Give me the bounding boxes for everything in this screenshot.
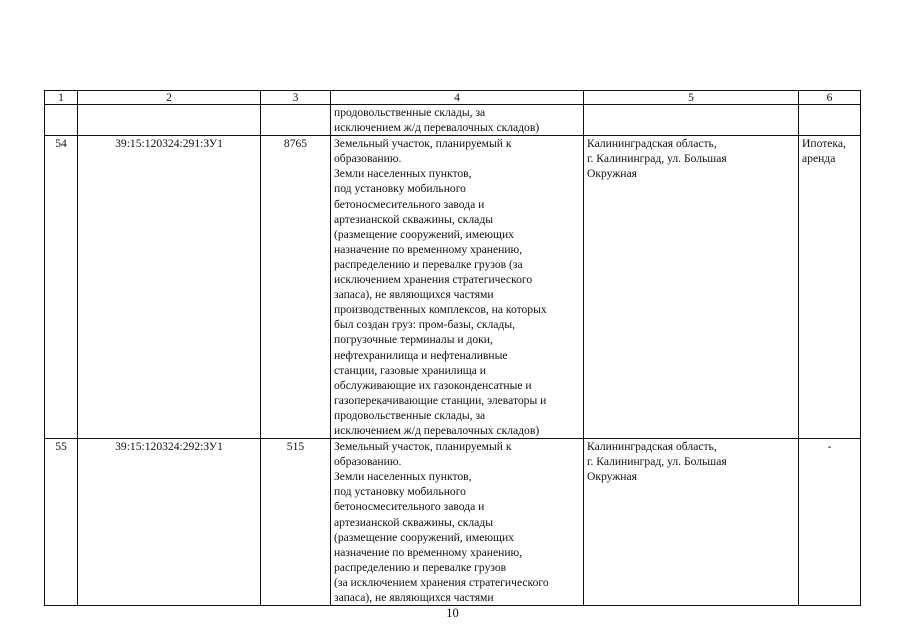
header-col-1: 1 xyxy=(45,91,78,105)
description-line: образованию. xyxy=(334,455,402,469)
description-line: образованию. xyxy=(334,152,402,166)
description-cell xyxy=(331,439,584,606)
cadastral-number-cell: 39:15:120324:292:ЗУ1 xyxy=(78,439,261,606)
header-col-3: 3 xyxy=(261,91,331,105)
description-line: артезианской скважины, склады xyxy=(334,515,494,529)
description-line: был создан груз: пром-базы, склады, xyxy=(334,318,516,332)
description-line: продовольственные склады, за xyxy=(334,408,486,422)
description-line: станции, газовые хранилища и xyxy=(334,363,486,377)
encumbrance-cell: - xyxy=(799,439,861,606)
continuation-encumbrance-cell xyxy=(799,105,861,136)
description-line: обслуживающие их газоконденсатные и xyxy=(334,378,532,392)
description-line: назначение по временному хранению, xyxy=(334,242,523,256)
description-line: назначение по временному хранению, xyxy=(334,545,523,559)
continuation-row xyxy=(45,105,861,136)
description-line: Земельный участок, планируемый к xyxy=(334,440,512,454)
description-line: исключением ж/д перевалочных складов) xyxy=(334,423,540,437)
description-line: нефтехранилища и нефтеналивные xyxy=(334,348,508,362)
address-line: г. Калининград, ул. Большая xyxy=(587,152,727,166)
continuation-description-cell xyxy=(331,105,584,136)
area-cell: 8765 xyxy=(261,136,331,439)
encumbrance-cell: Ипотека, аренда xyxy=(799,136,861,439)
cadastral-number-cell: 39:15:120324:291:ЗУ1 xyxy=(78,136,261,439)
continuation-address-cell xyxy=(584,105,799,136)
continuation-number-cell xyxy=(45,105,78,136)
description-line: производственных комплексов, на которых xyxy=(334,303,547,317)
row-number-cell: 55 xyxy=(45,439,78,606)
table-row xyxy=(45,439,861,606)
description-line: под установку мобильного xyxy=(334,182,466,196)
address-line: Калининградская область, xyxy=(587,440,717,454)
address-line: г. Калининград, ул. Большая xyxy=(587,455,727,469)
continuation-area-cell xyxy=(261,105,331,136)
page-number: 10 xyxy=(446,606,459,620)
description-line: запаса), не являющихся частями xyxy=(334,591,494,604)
address-cell xyxy=(584,439,799,606)
description-line: (размещение сооружений, имеющих xyxy=(334,530,514,544)
description-line: артезианской скважины, склады xyxy=(334,212,494,226)
description-line: Земли населенных пунктов, xyxy=(334,470,472,484)
continuation-cadastral-cell xyxy=(78,105,261,136)
description-line: запаса), не являющихся частями xyxy=(334,288,494,302)
header-col-2: 2 xyxy=(78,91,261,105)
address-line: Калининградская область, xyxy=(587,137,717,151)
description-line: бетоносмесительного завода и xyxy=(334,197,485,211)
description-cell xyxy=(331,136,584,439)
table-row xyxy=(45,136,861,439)
address-line: Окружная xyxy=(587,470,637,484)
header-col-4: 4 xyxy=(331,91,584,105)
address-cell xyxy=(584,136,799,439)
description-line: Земли населенных пунктов, xyxy=(334,167,472,181)
description-line: (за исключением хранения стратегического xyxy=(334,575,549,589)
area-cell: 515 xyxy=(261,439,331,606)
description-line: продовольственные склады, за xyxy=(334,106,486,119)
description-line: исключением хранения стратегического xyxy=(334,273,533,287)
description-line: погрузочные терминалы и доки, xyxy=(334,333,493,347)
description-line: бетоносмесительного завода и xyxy=(334,500,485,514)
description-line: под установку мобильного xyxy=(334,485,466,499)
header-row xyxy=(45,91,861,105)
description-line: газоперекачивающие станции, элеваторы и xyxy=(334,393,547,407)
description-line: Земельный участок, планируемый к xyxy=(334,137,512,151)
header-col-5: 5 xyxy=(584,91,799,105)
description-line: распределению и перевалке грузов (за xyxy=(334,257,523,271)
description-line: распределению и перевалке грузов xyxy=(334,560,507,574)
description-line: (размещение сооружений, имеющих xyxy=(334,227,514,241)
address-line: Окружная xyxy=(587,167,637,181)
row-number-cell: 54 xyxy=(45,136,78,439)
header-col-6: 6 xyxy=(799,91,861,105)
description-line: исключением ж/д перевалочных складов) xyxy=(334,121,540,135)
land-plots-table xyxy=(44,90,861,606)
